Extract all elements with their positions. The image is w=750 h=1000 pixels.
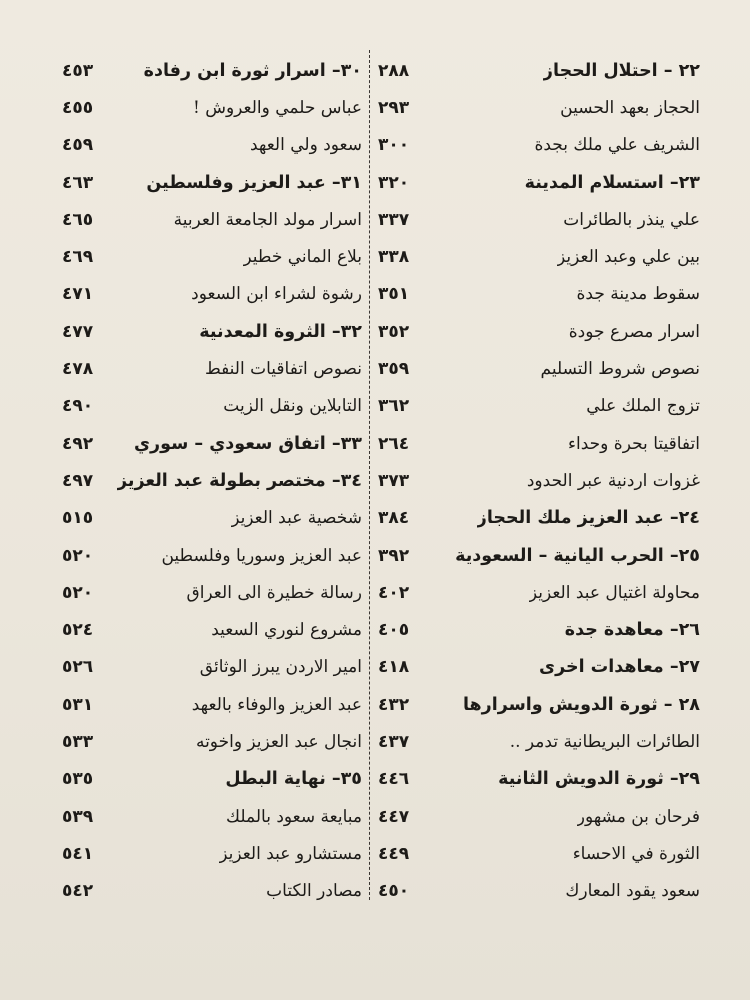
toc-entry [378, 835, 700, 872]
toc-entry [62, 873, 362, 910]
page-number: ٣٥١ [378, 284, 410, 305]
toc-entry [62, 164, 362, 201]
toc-entry [62, 835, 362, 872]
chapter-heading: ٢٢ – احتلال الحجاز [542, 60, 700, 81]
page-number: ٢٦٤ [378, 433, 410, 454]
toc-entry [62, 388, 362, 425]
page-number: ٤٦٥ [62, 209, 94, 230]
section-title: فرحان بن مشهور [576, 806, 700, 827]
toc-entry [378, 350, 700, 387]
toc-entry [62, 798, 362, 835]
section-title: امير الاردن يبرز الوثائق [199, 657, 362, 678]
toc-entry [378, 201, 700, 238]
page-number: ٤٤٦ [378, 769, 410, 790]
page-number: ٥٢٠ [62, 582, 94, 603]
section-title: الطائرات البريطانية تدمر .. [509, 731, 700, 752]
chapter-heading: ٢٣– استسلام المدينة [524, 172, 700, 193]
toc-entry [62, 500, 362, 537]
toc-entry [378, 89, 700, 126]
page-number: ٣٠٠ [378, 135, 410, 156]
toc-entry [62, 350, 362, 387]
section-title: عبد العزيز والوفاء بالعهد [191, 694, 362, 715]
section-title: محاولة اغتيال عبد العزيز [528, 582, 700, 603]
page-number: ٤٧٨ [62, 359, 94, 380]
page-number: ٤٦٩ [62, 247, 94, 268]
section-title: انجال عبد العزيز واخوته [195, 731, 362, 752]
page-number: ٤١٨ [378, 657, 410, 678]
page-number: ٥٢٠ [62, 545, 94, 566]
page-number: ٥٣٥ [62, 769, 94, 790]
section-title: تزوج الملك علي [586, 396, 700, 417]
chapter-heading: ٢٤– عبد العزيز ملك الحجاز [476, 508, 700, 529]
page-number: ٤٠٥ [378, 620, 410, 641]
page-number: ٣٦٢ [378, 396, 410, 417]
section-title: سعود ولي العهد [249, 135, 362, 156]
toc-entry [62, 313, 362, 350]
page-number: ٤٥٩ [62, 135, 94, 156]
section-title: شخصية عبد العزيز [231, 508, 362, 529]
toc-entry [62, 425, 362, 462]
toc-entry [62, 462, 362, 499]
page-number: ٤٧١ [62, 284, 94, 305]
toc-entry [62, 276, 362, 313]
page-number: ٤٦٣ [62, 172, 94, 193]
section-title: عباس حلمي والعروش ! [192, 97, 362, 118]
toc-entry [378, 574, 700, 611]
toc-entry [62, 52, 362, 89]
section-title: التابلاين ونقل الزيت [223, 396, 362, 417]
toc-entry [62, 537, 362, 574]
toc-entry [378, 798, 700, 835]
page-number: ٣٧٣ [378, 470, 410, 491]
toc-entry [62, 127, 362, 164]
section-title: الحجاز بعهد الحسين [560, 97, 700, 118]
section-title: بلاع الماني خطير [243, 247, 362, 268]
toc-entry [378, 388, 700, 425]
chapter-heading: ٢٦– معاهدة جدة [564, 620, 700, 641]
chapter-heading: ٢٥– الحرب اليانية – السعودية [455, 545, 700, 566]
toc-entry [378, 723, 700, 760]
page-number: ٥٣١ [62, 694, 94, 715]
page-number: ٣٨٤ [378, 508, 410, 529]
chapter-heading: ٣٥– نهاية البطل [225, 769, 362, 790]
section-title: علي ينذر بالطائرات [563, 209, 700, 230]
section-title: رسالة خطيرة الى العراق [186, 582, 362, 603]
page-number: ٤٥٠ [378, 881, 410, 902]
toc-entry [62, 761, 362, 798]
section-title: غزوات اردنية عبر الحدود [526, 470, 700, 491]
page-number: ٣٢٠ [378, 172, 410, 193]
section-title: سقوط مدينة جدة [576, 284, 700, 305]
toc-entry [378, 611, 700, 648]
section-title: نصوص شروط التسليم [540, 359, 700, 380]
page-number: ٣٥٢ [378, 321, 410, 342]
page-number: ٢٩٣ [378, 97, 410, 118]
section-title: رشوة لشراء ابن السعود [191, 284, 362, 305]
toc-entry [378, 313, 700, 350]
chapter-heading: ٣٢– الثروة المعدنية [199, 321, 362, 342]
toc-entry [62, 686, 362, 723]
column-divider [369, 50, 370, 900]
chapter-heading: ٢٩– ثورة الدويش الثانية [498, 769, 700, 790]
page-number: ٥١٥ [62, 508, 94, 529]
toc-entry [378, 761, 700, 798]
toc-entry [378, 127, 700, 164]
page-number: ٤٠٢ [378, 582, 410, 603]
page-number: ٤٣٧ [378, 731, 410, 752]
toc-entry [378, 276, 700, 313]
page-number: ٥٣٣ [62, 731, 94, 752]
page-number: ٤٩٧ [62, 470, 94, 491]
section-title: مستشارو عبد العزيز [219, 843, 362, 864]
page-number: ٥٤٢ [62, 881, 94, 902]
toc-entry [62, 611, 362, 648]
chapter-heading: ٣٠– اسرار ثورة ابن رفادة [143, 60, 362, 81]
toc-entry [378, 425, 700, 462]
toc-entry [62, 723, 362, 760]
section-title: مصادر الكتاب [266, 881, 362, 902]
toc-entry [378, 164, 700, 201]
toc-entry [378, 873, 700, 910]
chapter-heading: ٢٨ – ثورة الدويش واسرارها [462, 694, 700, 715]
toc-column-right [378, 52, 700, 910]
page-number: ٣٣٨ [378, 247, 410, 268]
page-number: ٤٩٠ [62, 396, 94, 417]
page-number: ٣٥٩ [378, 359, 410, 380]
section-title: مشروع لنوري السعيد [211, 620, 362, 641]
toc-entry [378, 462, 700, 499]
section-title: مبايعة سعود بالملك [226, 806, 362, 827]
section-title: اتفاقيتا بحرة وحداء [568, 433, 700, 454]
section-title: الثورة في الاحساء [572, 843, 700, 864]
section-title: الشريف علي ملك بجدة [534, 135, 700, 156]
page-number: ٥٢٦ [62, 657, 94, 678]
page-number: ٢٨٨ [378, 60, 410, 81]
section-title: اسرار مولد الجامعة العربية [173, 209, 362, 230]
toc-column-left [62, 52, 362, 910]
toc-entry [378, 686, 700, 723]
page-number: ٤٩٢ [62, 433, 94, 454]
toc-entry [62, 238, 362, 275]
page-number: ٣٣٧ [378, 209, 410, 230]
page-number: ٣٩٢ [378, 545, 410, 566]
toc-entry [62, 649, 362, 686]
toc-entry [378, 238, 700, 275]
chapter-heading: ٣١– عبد العزيز وفلسطين [146, 172, 362, 193]
section-title: عبد العزيز وسوريا وفلسطين [161, 545, 362, 566]
chapter-heading: ٣٣– اتفاق سعودي – سوري [134, 433, 362, 454]
page-number: ٤٤٧ [378, 806, 410, 827]
chapter-heading: ٢٧– معاهدات اخرى [539, 657, 700, 678]
toc-entry [378, 500, 700, 537]
toc-entry [378, 649, 700, 686]
page-number: ٥٣٩ [62, 806, 94, 827]
page-number: ٤٣٢ [378, 694, 410, 715]
toc-entry [378, 52, 700, 89]
section-title: بين علي وعبد العزيز [557, 247, 700, 268]
toc-entry [62, 89, 362, 126]
page-number: ٤٤٩ [378, 843, 410, 864]
page-number: ٤٧٧ [62, 321, 94, 342]
toc-entry [378, 537, 700, 574]
page-number: ٤٥٥ [62, 97, 94, 118]
toc-entry [62, 574, 362, 611]
section-title: نصوص اتفاقيات النفط [204, 359, 362, 380]
page-number: ٥٢٤ [62, 620, 94, 641]
page-number: ٤٥٣ [62, 60, 94, 81]
chapter-heading: ٣٤– مختصر بطولة عبد العزيز [117, 470, 362, 491]
section-title: سعود يقود المعارك [565, 881, 700, 902]
section-title: اسرار مصرع جودة [568, 321, 700, 342]
toc-entry [62, 201, 362, 238]
page-number: ٥٤١ [62, 843, 94, 864]
